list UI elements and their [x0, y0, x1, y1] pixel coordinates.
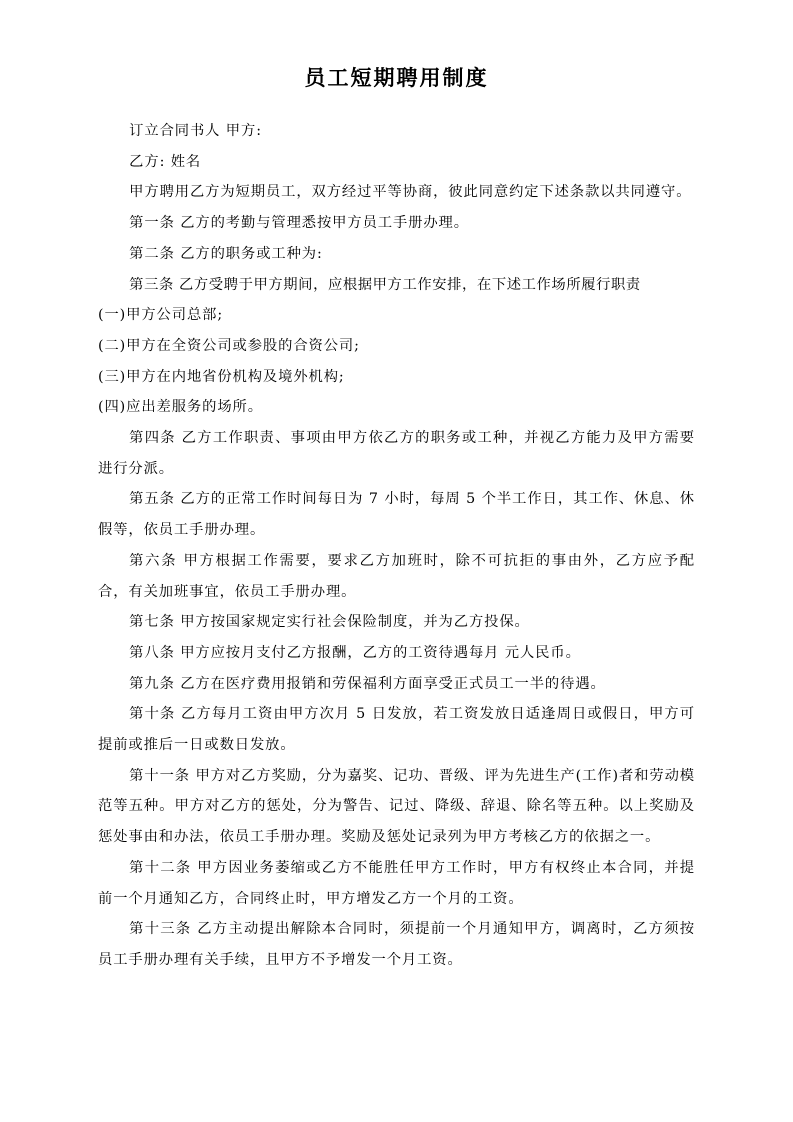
- article-12: 第十二条 甲方因业务萎缩或乙方不能胜任甲方工作时，甲方有权终止本合同，并提前一个月通知乙方，合同终止时，甲方增发乙方一个月的工资。: [98, 859, 695, 907]
- document-title: 员工短期聘用制度: [304, 65, 489, 90]
- article-2: 第二条 乙方的职务或工种为:: [129, 245, 323, 262]
- contract-parties-line: 订立合同书人 甲方:: [129, 123, 262, 139]
- article-13: 第十三条 乙方主动提出解除本合同时，须提前一个月通知甲方，调离时，乙方须按员工手册办理有关手续，且甲方不予增发一个月工资。: [98, 921, 695, 968]
- article-1: 第一条 乙方的考勤与管理悉按甲方员工手册办理。: [129, 215, 469, 232]
- article-10: 第十条 乙方每月工资由甲方次月 5 日发放，若工资发放日适逢周日或假日，甲方可提前或推后一日或数日发放。: [98, 706, 695, 754]
- article-11: 第十一条 甲方对乙方奖励，分为嘉奖、记功、晋级、评为先进生产(工作)者和劳动模范等五种。甲方对乙方的惩处，分为警告、记过、降级、辞退、除名等五种。以上奖励及惩处事由和办法，依员工手册办理。奖励及惩处记录列为甲方考核乙方的依据之一。: [98, 767, 695, 846]
- article-3: 第三条 乙方受聘于甲方期间，应根据甲方工作安排，在下述工作场所履行职责: [129, 276, 641, 293]
- article-8: 第八条 甲方应按月支付乙方报酬，乙方的工资待遇每月 元人民币。: [129, 644, 581, 661]
- article-4: 第四条 乙方工作职责、事项由甲方依乙方的职务或工种，并视乙方能力及甲方需要进行分派。: [98, 430, 695, 477]
- workplace-item-1: (一)甲方公司总部;: [98, 307, 224, 324]
- article-5: 第五条 乙方的正常工作时间每日为 7 小时，每周 5 个半工作日，其工作、休息、休假等，依员工手册办理。: [98, 491, 695, 539]
- article-9: 第九条 乙方在医疗费用报销和劳保福利方面享受正式员工一半的待遇。: [129, 675, 606, 692]
- workplace-item-4: (四)应出差服务的场所。: [98, 399, 263, 416]
- workplace-item-2: (二)甲方在全资公司或参股的合资公司;: [98, 337, 360, 354]
- article-6: 第六条 甲方根据工作需要，要求乙方加班时，除不可抗拒的事由外，乙方应予配合，有关加班事宜，依员工手册办理。: [98, 552, 695, 600]
- intro-paragraph: 甲方聘用乙方为短期员工，双方经过平等协商，彼此同意约定下述条款以共同遵守。: [129, 184, 692, 201]
- article-7: 第七条 甲方按国家规定实行社会保险制度，并为乙方投保。: [129, 614, 530, 631]
- party-b-line: 乙方: 姓名: [129, 153, 202, 170]
- workplace-item-3: (三)甲方在内地省份机构及境外机构;: [98, 368, 345, 385]
